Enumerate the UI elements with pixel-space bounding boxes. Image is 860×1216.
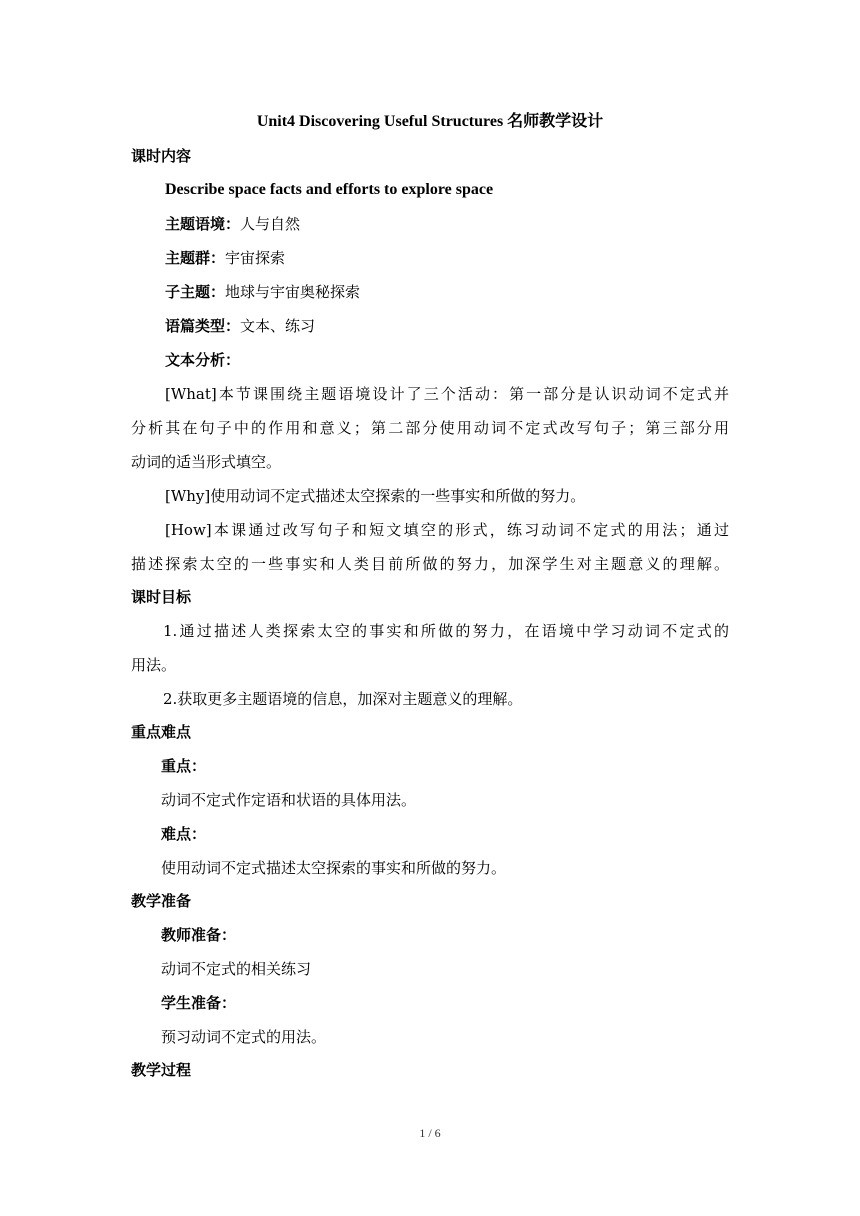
context-line [165, 214, 765, 234]
section-heading: 教学准备 [131, 892, 192, 910]
key-point-label: 重点： [161, 757, 207, 775]
subtheme-label: 子主题： [165, 283, 226, 301]
document-title: Unit4 Discovering Useful Structures 名师教学设计 [256, 113, 604, 130]
section-heading: 课时目标 [131, 588, 192, 606]
how-paragraph-line: [How]本课通过改写句子和短文填空的形式，练习动词不定式的用法；通过 [165, 521, 729, 539]
context-label: 主题语境： [165, 215, 241, 233]
text-type-label: 语篇类型： [165, 317, 241, 335]
group-label: 主题群： [165, 249, 226, 267]
context-value: 人与自然 [240, 215, 301, 233]
student-prep-label: 学生准备： [161, 994, 237, 1012]
analysis-label: 文本分析： [165, 351, 241, 369]
lesson-topic: Describe space facts and efforts to explore space [165, 181, 494, 198]
difficulty-label: 难点： [161, 825, 207, 843]
text-type-value: 文本、练习 [240, 317, 316, 335]
goal-item: 1.通过描述人类探索太空的事实和所做的努力，在语境中学习动词不定式的 [163, 622, 729, 640]
key-point-text: 动词不定式作定语和状语的具体用法。 [161, 791, 417, 809]
subtheme-value: 地球与宇宙奥秘探索 [225, 283, 361, 301]
text-type-line [165, 316, 765, 336]
teacher-prep-text: 动词不定式的相关练习 [161, 960, 312, 978]
goal-item: 2.获取更多主题语境的信息，加深对主题意义的理解。 [163, 690, 523, 708]
why-paragraph: [Why]使用动词不定式描述太空探索的一些事实和所做的努力。 [165, 487, 586, 505]
difficulty-text: 使用动词不定式描述太空探索的事实和所做的努力。 [161, 859, 507, 877]
section-heading: 教学过程 [131, 1061, 192, 1079]
group-line [165, 248, 765, 268]
goal-item-continued: 用法。 [131, 656, 177, 674]
student-prep-text: 预习动词不定式的用法。 [161, 1028, 327, 1046]
group-value: 宇宙探索 [225, 249, 286, 267]
teacher-prep-label: 教师准备： [161, 926, 237, 944]
page-number: 1 / 6 [419, 1126, 441, 1140]
how-paragraph-line: 描述探索太空的一些事实和人类目前所做的努力，加深学生对主题意义的理解。 [131, 555, 729, 573]
subtheme-line [165, 282, 765, 302]
what-paragraph-line: 分析其在句子中的作用和意义；第二部分使用动词不定式改写句子；第三部分用 [131, 419, 729, 437]
what-paragraph-line: 动词的适当形式填空。 [131, 453, 282, 471]
section-heading: 课时内容 [131, 147, 192, 165]
section-heading: 重点难点 [131, 723, 192, 741]
what-paragraph-line: [What]本节课围绕主题语境设计了三个活动：第一部分是认识动词不定式并 [165, 385, 729, 403]
